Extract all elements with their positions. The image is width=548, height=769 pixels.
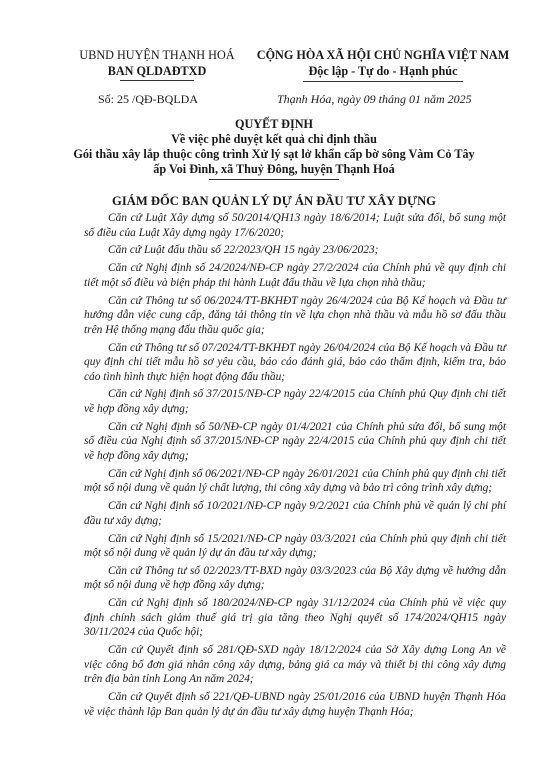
legal-basis-item: Căn cứ Nghị định số 15/2021/NĐ-CP ngày 03/3/2021 của Chính phủ quy định chi tiết một số nội dung về quản lý dự án đầu tư xây dựng;	[84, 532, 506, 560]
legal-basis-list	[84, 211, 506, 722]
legal-basis-item: Căn cứ Nghị định số 180/2024/NĐ-CP ngày 31/12/2024 của Chính phủ về việc quy định chính sách giảm thuế giá trị gia tăng theo Nghị quyết số 174/2024/QH15 ngày 30/11/2024 của Quốc hội;	[84, 597, 506, 639]
legal-basis-item: Căn cứ Nghị định số 37/2015/NĐ-CP ngày 22/4/2015 của Chính phủ Quy định chi tiết về hợp đồng xây dựng;	[84, 388, 506, 415]
legal-basis-item: Căn cứ Luật Xây dựng số 50/2014/QH13 ngày 18/6/2014; Luật sửa đổi, bổ sung một số điều của Luật Xây dựng ngày 17/6/2020;	[84, 212, 506, 239]
subject-line-1: Về việc phê duyệt kết quả chỉ định thầu	[171, 132, 377, 146]
subject-line-3: ấp Voi Đình, xã Thuỷ Đông, huyện Thạnh Hoá	[153, 162, 395, 176]
legal-basis-item: Căn cứ Nghị định số 06/2021/NĐ-CP ngày 26/01/2021 của Chính phủ quy định chi tiết một số nội dung về quản lý chất lượng, thi công xây dựng và bảo trì công trình xây dựng;	[84, 467, 506, 495]
motto-underline	[303, 81, 463, 82]
agency-name: BAN QLDAĐTXD	[107, 64, 207, 78]
number-prefix: Số:	[98, 92, 115, 106]
legal-basis-item: Căn cứ Nghị định số 24/2024/NĐ-CP ngày 27/2/2024 của Chính phủ về quy định chi tiết một số điều và biện pháp thi hành Luật đấu thầu về lựa chọn nhà thầu;	[84, 262, 506, 289]
legal-basis-item: Căn cứ Thông tư số 02/2023/TT-BXD ngày 03/3/2023 của Bộ Xây dựng về hướng dẫn một số nội dung về hợp đồng xây dựng;	[84, 564, 506, 592]
issuing-agency	[62, 47, 252, 79]
decision-title	[40, 117, 508, 177]
legal-basis-item: Căn cứ Thông tư số 06/2024/TT-BKHĐT ngày 26/4/2024 của Bộ Kế hoạch và Đầu tư hướng dẫn việc cung cấp, đăng tải thông tin về lựa chọn nhà thầu và mẫu hồ sơ đấu thầu trên Hệ thống mạng đấu thầu quốc gia;	[84, 294, 506, 336]
subject-line-2: Gói thầu xây lắp thuộc công trình Xử lý sạt lở khẩn cấp bờ sông Vàm Cỏ Tây	[73, 147, 475, 161]
agency-parent: UBND HUYỆN THẠNH HOÁ	[79, 48, 235, 62]
country-name: CỘNG HÒA XÃ HỘI CHỦ NGHĨA VIỆT NAM	[256, 48, 510, 62]
agency-underline	[120, 80, 194, 81]
issuing-authority: GIÁM ĐỐC BAN QUẢN LÝ DỰ ÁN ĐẦU TƯ XÂY DỰNG	[112, 194, 436, 208]
number-value: 25	[117, 92, 130, 106]
legal-basis-item: Căn cứ Luật đấu thầu số 22/2023/QH 15 ngày 23/06/2023;	[108, 244, 379, 257]
document-reference	[0, 92, 548, 110]
legal-basis-item: Căn cứ Nghị định số 50/NĐ-CP ngày 01/4/2021 của Chính phủ sửa đổi, bổ sung một số điều của Nghị định số 37/2015/NĐ-CP ngày 22/4/2015 của Chính phủ quy định chi tiết về hợp đồng xây dựng;	[84, 420, 506, 462]
document-number	[98, 92, 198, 107]
issue-place-date: Thạnh Hóa, ngày 09 tháng 01 năm 2025	[277, 92, 472, 106]
legal-basis-item: Căn cứ Nghị định số 10/2021/NĐ-CP ngày 9/2/2021 của Chính phủ về quản lý chi phí đầu tư xây dựng;	[84, 500, 506, 527]
number-suffix: /QĐ-BQLDA	[132, 92, 199, 106]
legal-basis-item: Căn cứ Quyết định số 221/QĐ-UBND ngày 25/01/2016 của UBND huyện Thạnh Hóa về việc thành lập Ban quản lý dự án đầu tư xây dựng huyện Thạnh Hóa;	[84, 691, 506, 718]
legal-basis-item: Căn cứ Quyết định số 281/QĐ-SXD ngày 18/12/2024 của Sở Xây dựng Long An về việc công bố đơn giá nhân công xây dựng, bảng giá ca máy và thiết bị thi công xây dựng trên địa bàn tỉnh Long An năm 2024;	[84, 644, 506, 686]
document-type: QUYẾT ĐỊNH	[235, 117, 313, 131]
title-underline	[209, 179, 339, 180]
legal-basis-item: Căn cứ Thông tư số 07/2024/TT-BKHĐT ngày 26/04/2024 của Bộ Kế hoạch và Đầu tư quy định chi tiết mẫu hồ sơ yêu cầu, báo cáo đánh giá, báo cáo thẩm định, kiểm tra, báo cáo tình hình thực hiện hoạt động đấu thầu;	[84, 341, 506, 383]
motto: Độc lập - Tự do - Hạnh phúc	[308, 64, 458, 78]
national-motto	[248, 47, 518, 79]
